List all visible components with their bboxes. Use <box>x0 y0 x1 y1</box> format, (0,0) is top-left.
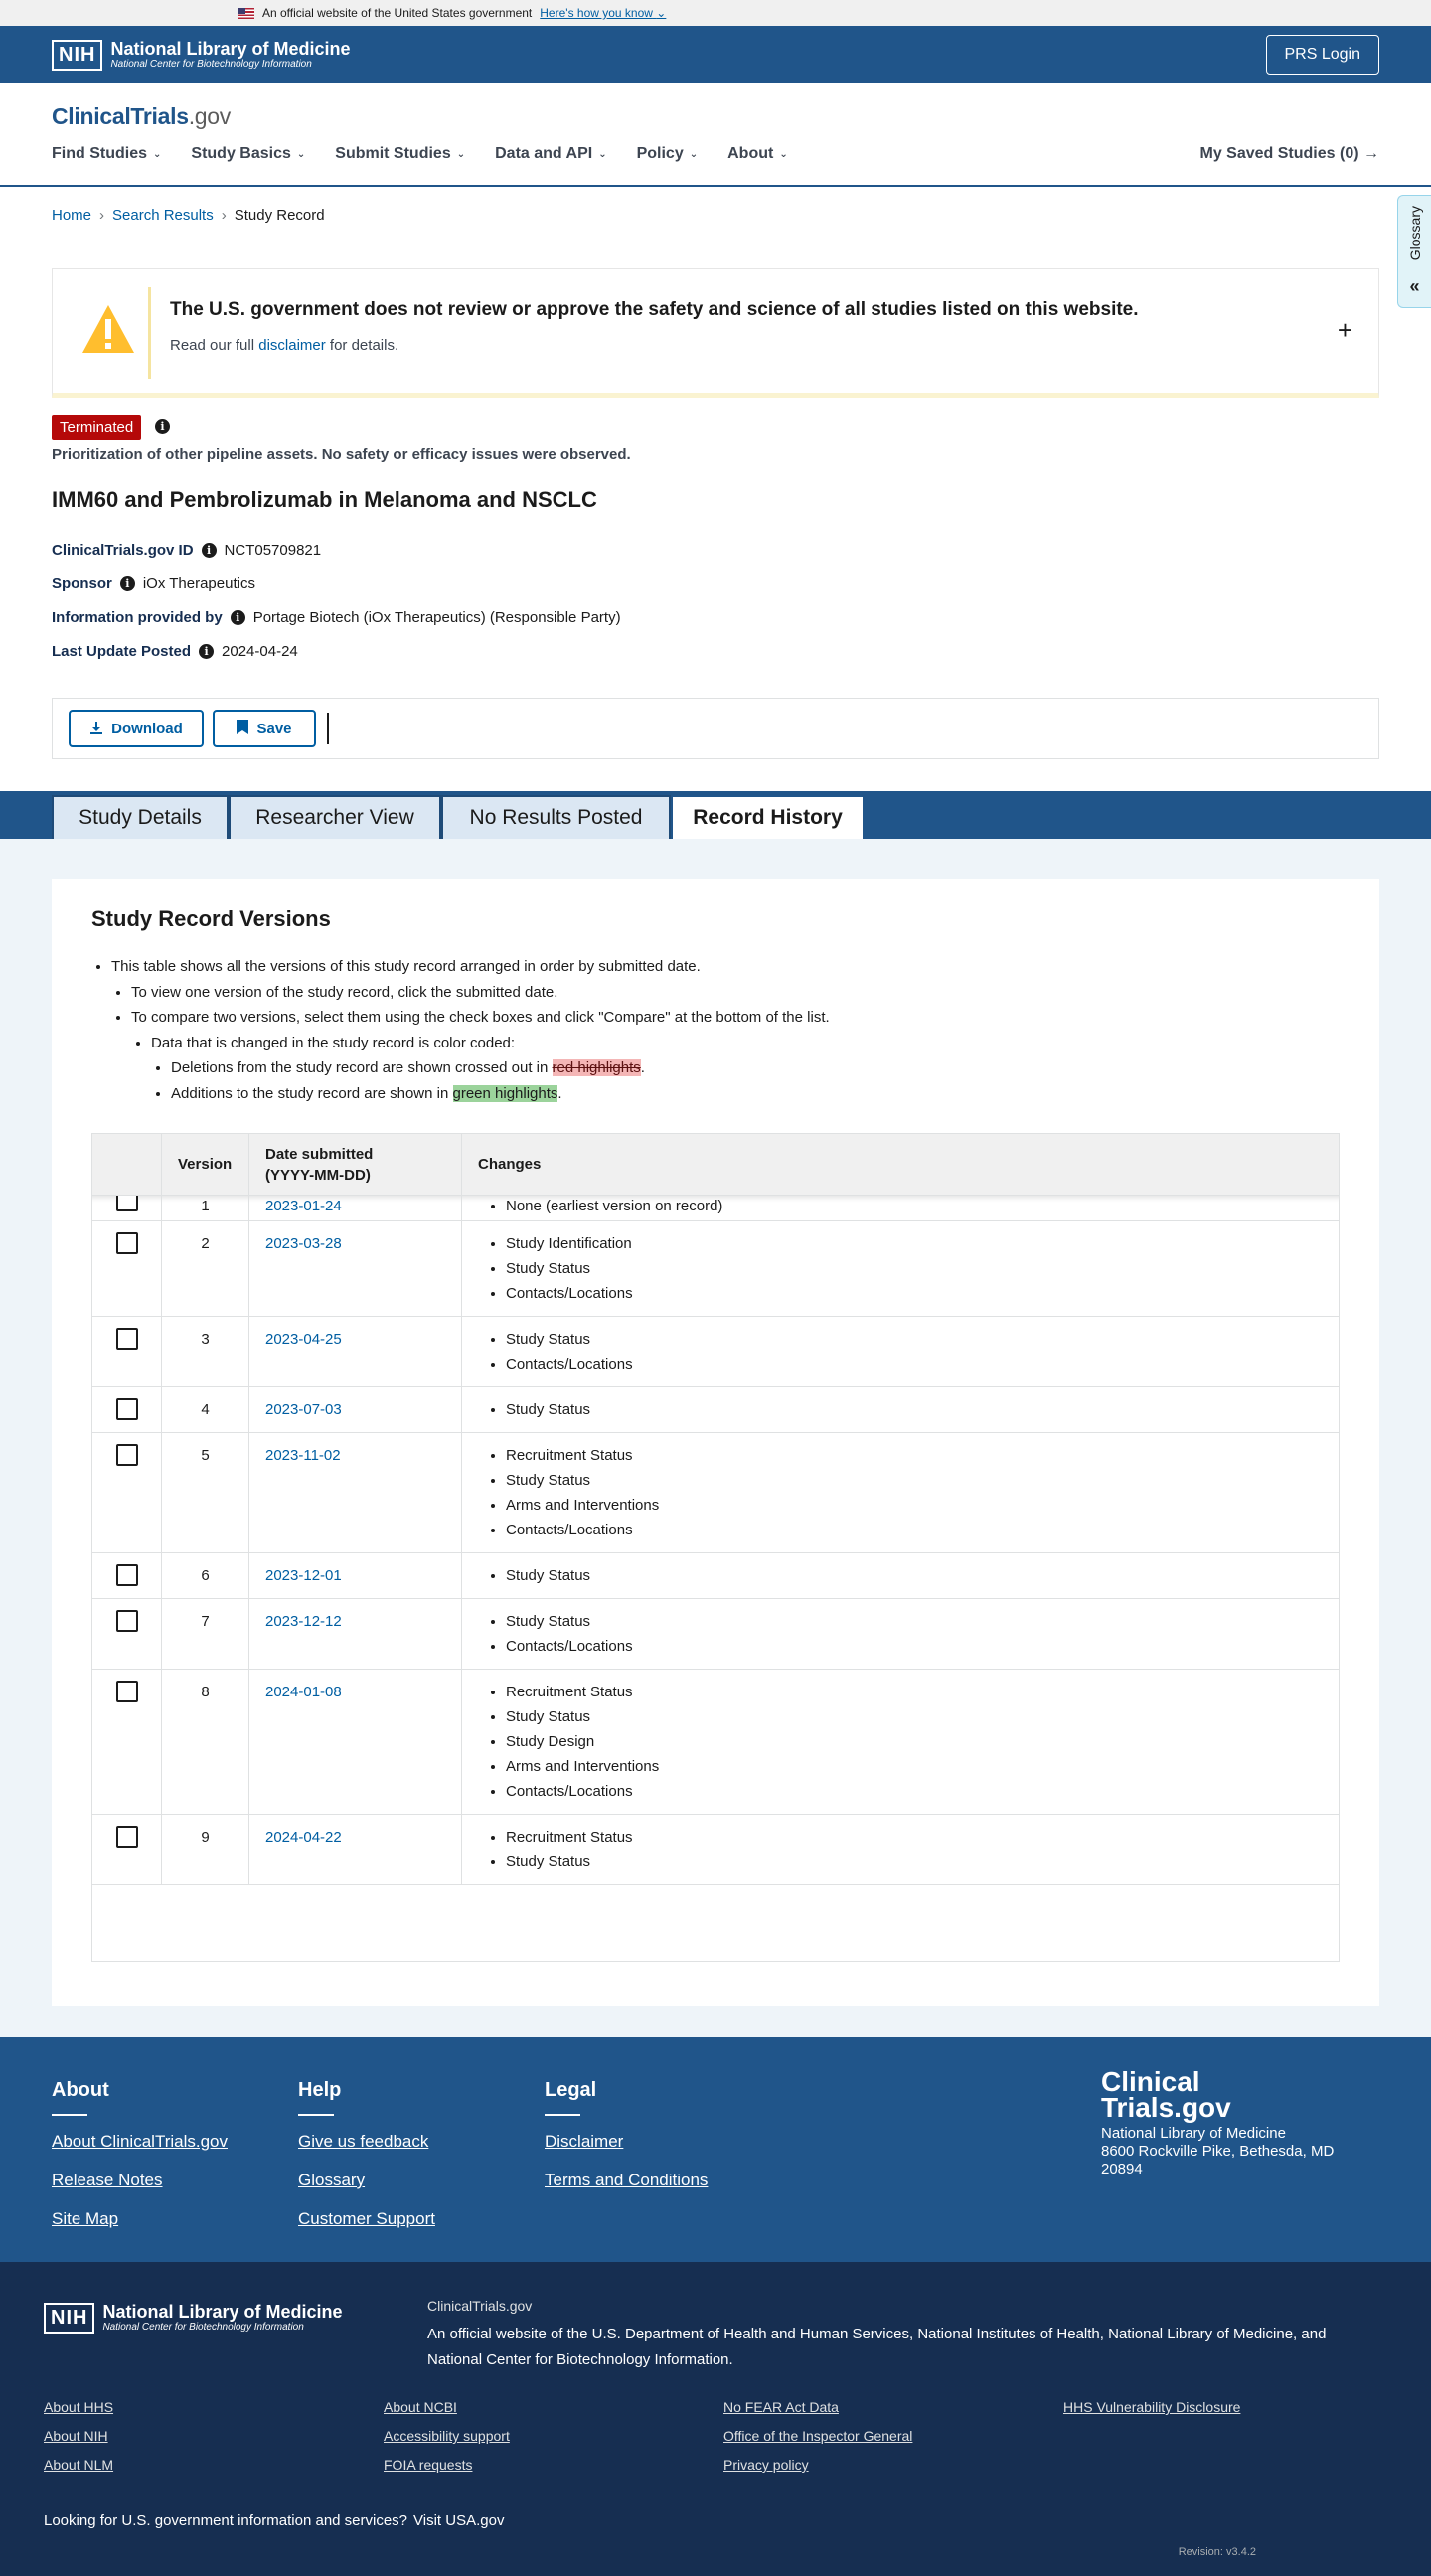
select-cell <box>92 1553 162 1598</box>
table-row <box>92 1815 1339 1885</box>
study-title: IMM60 and Pembrolizumab in Melanoma and NSCLC <box>52 487 597 512</box>
footer-link[interactable]: FOIA requests <box>384 2457 473 2473</box>
explain-bullet: • This table shows all the versions of this study record arranged in order by submitted date. <box>111 954 830 980</box>
changes-cell <box>462 1196 1339 1220</box>
column-changes: Changes <box>478 1156 542 1173</box>
save-button[interactable]: Save <box>213 710 316 747</box>
change-item: • Contacts/Locations <box>506 1281 1323 1306</box>
select-cell <box>92 1670 162 1814</box>
footer-link[interactable]: About NIH <box>44 2428 108 2444</box>
ncbi-name: National Center for Biotechnology Information <box>102 2322 304 2333</box>
action-divider <box>327 713 329 744</box>
breadcrumb-separator: › <box>99 207 105 224</box>
change-item: • None (earliest version on record) <box>506 1196 1323 1217</box>
glossary-label: Glossary <box>1406 206 1423 261</box>
footer-link[interactable]: HHS Vulnerability Disclosure <box>1063 2399 1241 2415</box>
footer-legal <box>545 2079 708 2209</box>
action-bar <box>52 698 1379 759</box>
tab-no-results-posted[interactable]: No Results Posted <box>441 795 671 839</box>
versions-heading: Study Record Versions <box>91 906 331 931</box>
version-checkbox[interactable] <box>116 1826 138 1848</box>
double-chevron-left-icon: « <box>1409 276 1420 296</box>
change-item: • Study Status <box>506 1850 1323 1874</box>
date-cell <box>249 1221 462 1316</box>
footer-ct-logo[interactable]: Clinical Trials.gov <box>1101 2066 1231 2123</box>
column-select <box>92 1134 162 1195</box>
meta-last-update <box>52 643 298 660</box>
nav-about[interactable]: About ⌄ <box>727 145 788 162</box>
disclaimer-link[interactable]: disclaimer <box>258 337 326 354</box>
nct-id-value: NCT05709821 <box>224 542 322 559</box>
version-date-link[interactable]: 2024-01-08 <box>265 1684 342 1700</box>
version-checkbox[interactable] <box>116 1328 138 1350</box>
change-item: • Contacts/Locations <box>506 1634 1323 1659</box>
change-item: • Study Status <box>506 1397 1323 1422</box>
footer-link[interactable]: Office of the Inspector General <box>723 2428 913 2444</box>
select-cell <box>92 1196 162 1220</box>
table-row <box>92 1196 1339 1221</box>
sponsor-value: iOx Therapeutics <box>142 575 255 592</box>
date-cell <box>249 1387 462 1432</box>
table-row <box>92 1599 1339 1670</box>
footer-link[interactable]: No FEAR Act Data <box>723 2399 839 2415</box>
chevron-down-icon: ⌄ <box>153 148 162 160</box>
footer-site-name: ClinicalTrials.gov <box>427 2298 533 2314</box>
chevron-down-icon: ⌄ <box>296 148 306 160</box>
versions-explanation <box>91 954 830 1106</box>
meta-nct-id <box>52 542 321 559</box>
version-checkbox[interactable] <box>116 1444 138 1466</box>
version-date-link[interactable]: 2023-03-28 <box>265 1235 342 1252</box>
footer-link[interactable]: About NCBI <box>384 2399 457 2415</box>
version-checkbox[interactable] <box>116 1681 138 1702</box>
table-row <box>92 1553 1339 1599</box>
provided-by-value: Portage Biotech (iOx Therapeutics) (Responsible Party) <box>252 609 621 626</box>
footer-links-col4 <box>1063 2399 1240 2428</box>
changes-cell <box>462 1221 1339 1316</box>
version-date-link[interactable]: 2023-12-01 <box>265 1567 342 1584</box>
disclaimer-text: Read our full disclaimer for details. <box>170 337 399 354</box>
disclaimer-alert <box>52 268 1379 398</box>
footer-link-feedback[interactable]: Give us feedback <box>298 2132 429 2151</box>
disclaimer-title: The U.S. government does not review or approve the safety and science of all studies listed on this website. <box>170 299 1139 320</box>
nlm-header <box>0 26 1431 83</box>
study-tabs <box>0 791 1431 839</box>
nih-badge: NIH <box>52 40 102 71</box>
warning-icon <box>80 303 136 355</box>
date-cell <box>249 1599 462 1669</box>
version-date-link[interactable]: 2023-01-24 <box>265 1198 342 1214</box>
versions-table-header <box>92 1134 1339 1196</box>
change-item: • Study Status <box>506 1704 1323 1729</box>
table-row <box>92 1387 1339 1433</box>
version-date-link[interactable]: 2023-12-12 <box>265 1613 342 1630</box>
sponsor-label: Sponsor <box>52 575 112 592</box>
changes-cell <box>462 1670 1339 1814</box>
table-footer-space <box>92 1885 1339 1961</box>
explain-bullet: • To compare two versions, select them using the check boxes and click "Compare" at the bottom of the list. <box>131 1005 830 1031</box>
version-date-link[interactable]: 2023-07-03 <box>265 1401 342 1418</box>
change-item: • Study Status <box>506 1563 1323 1588</box>
footer-link-disclaimer[interactable]: Disclaimer <box>545 2132 624 2151</box>
disclaimer-divider <box>148 287 151 379</box>
last-update-label: Last Update Posted <box>52 643 192 660</box>
breadcrumb <box>52 207 325 224</box>
footer-links-col1 <box>44 2399 113 2486</box>
change-item: • Study Status <box>506 1256 1323 1281</box>
footer-link[interactable]: About NLM <box>44 2457 114 2473</box>
download-button[interactable]: Download <box>69 710 204 747</box>
select-cell <box>92 1433 162 1552</box>
table-row <box>92 1433 1339 1553</box>
select-cell <box>92 1387 162 1432</box>
changes-cell <box>462 1815 1339 1884</box>
version-date-link[interactable]: 2024-04-22 <box>265 1829 342 1846</box>
version-checkbox[interactable] <box>116 1564 138 1586</box>
footer-link[interactable]: Accessibility support <box>384 2428 510 2444</box>
nav-submit-studies[interactable]: Submit Studies ⌄ <box>335 145 466 162</box>
footer-official-statement: An official website of the U.S. Department of Health and Human Services, National Institutes of Health, National Library of Medicine, and National Center for Biotechnology Information. <box>427 2326 1327 2368</box>
changes-cell <box>462 1433 1339 1552</box>
tab-study-details[interactable]: Study Details <box>52 795 229 839</box>
breadcrumb-search-results[interactable]: Search Results <box>112 207 214 224</box>
us-flag-icon <box>238 8 254 19</box>
tab-record-history[interactable]: Record History <box>671 795 865 839</box>
version-number: 2 <box>162 1221 249 1316</box>
heres-how-you-know-link[interactable]: Here's how you know ⌄ <box>540 6 667 20</box>
ncbi-name: National Center for Biotechnology Information <box>110 59 312 70</box>
footer-about <box>52 2079 228 2248</box>
red-highlight-sample: red highlights <box>552 1059 641 1076</box>
date-cell <box>249 1670 462 1814</box>
footer-links-col2 <box>384 2399 510 2486</box>
change-item: • Recruitment Status <box>506 1825 1323 1850</box>
footer-link-release-notes[interactable]: Release Notes <box>52 2171 163 2189</box>
column-date: Date submitted (YYYY-MM-DD) <box>249 1134 462 1195</box>
change-item: • Arms and Interventions <box>506 1754 1323 1779</box>
chevron-down-icon: ⌄ <box>779 148 788 160</box>
footer-legal-heading: Legal <box>545 2079 597 2101</box>
arrow-right-icon: → <box>1363 145 1379 162</box>
bookmark-icon <box>237 720 248 737</box>
ncbi-link[interactable]: National Center for Biotechnology Information <box>427 2351 729 2368</box>
version-number: 3 <box>162 1317 249 1386</box>
breadcrumb-separator: › <box>221 207 227 224</box>
date-cell <box>249 1433 462 1552</box>
nav-data-api[interactable]: Data and API ⌄ <box>495 145 607 162</box>
nih-badge: NIH <box>44 2303 94 2334</box>
footer-underline <box>545 2114 580 2116</box>
version-number: 4 <box>162 1387 249 1432</box>
meta-provided-by <box>52 609 621 626</box>
meta-sponsor <box>52 575 255 592</box>
expand-plus-icon[interactable]: + <box>1337 315 1352 345</box>
explain-bullet: • Data that is changed in the study record is color coded: <box>151 1031 830 1056</box>
select-cell <box>92 1599 162 1669</box>
date-cell <box>249 1815 462 1884</box>
footer-about-heading: About <box>52 2079 109 2101</box>
explain-bullet-deletions: • Deletions from the study record are shown crossed out in red highlights. <box>171 1055 830 1081</box>
change-item: • Contacts/Locations <box>506 1518 1323 1542</box>
column-version: Version <box>162 1134 249 1195</box>
footer-address: National Library of Medicine 8600 Rockville Pike, Bethesda, MD 20894 <box>1101 2125 1335 2177</box>
change-item: • Arms and Interventions <box>506 1493 1323 1518</box>
gov-banner-text: An official website of the United States government <box>262 6 533 20</box>
date-cell <box>249 1317 462 1386</box>
footer-link-support[interactable]: Customer Support <box>298 2209 435 2228</box>
table-row <box>92 1317 1339 1387</box>
info-icon[interactable]: i <box>155 419 170 434</box>
footer-link[interactable]: Privacy policy <box>723 2457 809 2473</box>
version-date-link[interactable]: 2023-04-25 <box>265 1331 342 1348</box>
change-item: • Study Status <box>506 1609 1323 1634</box>
site-header <box>0 83 1431 187</box>
status-reason: Prioritization of other pipeline assets. No safety or efficacy issues were observed. <box>52 446 631 463</box>
version-number: 8 <box>162 1670 249 1814</box>
usa-gov-line: Looking for U.S. government information and services? Visit USA.gov <box>44 2512 505 2529</box>
last-update-value: 2024-04-24 <box>222 643 298 660</box>
footer-link-glossary[interactable]: Glossary <box>298 2171 366 2189</box>
chevron-down-icon: ⌄ <box>656 6 667 20</box>
table-row <box>92 1221 1339 1317</box>
provided-by-label: Information provided by <box>52 609 223 626</box>
change-item: • Study Status <box>506 1468 1323 1493</box>
version-number: 1 <box>162 1196 249 1220</box>
saved-studies-link[interactable]: My Saved Studies (0) → <box>1199 145 1379 162</box>
changes-cell <box>462 1599 1339 1669</box>
changes-cell <box>462 1553 1339 1598</box>
footer-links-col3 <box>723 2399 912 2486</box>
version-checkbox[interactable] <box>116 1232 138 1254</box>
info-icon[interactable]: i <box>120 576 135 591</box>
nlm-footer <box>0 2262 1431 2576</box>
nlm-link[interactable]: National Library of Medicine <box>1108 2326 1294 2342</box>
chevron-down-icon: ⌄ <box>689 148 699 160</box>
footer-help-heading: Help <box>298 2079 342 2101</box>
version-checkbox[interactable] <box>116 1196 138 1211</box>
select-cell <box>92 1317 162 1386</box>
change-item: • Contacts/Locations <box>506 1352 1323 1376</box>
revision-text: Revision: v3.4.2 <box>1178 2546 1256 2558</box>
glossary-tab[interactable] <box>1397 195 1431 308</box>
versions-card <box>52 879 1379 2006</box>
footer-link[interactable]: About HHS <box>44 2399 114 2415</box>
footer-nih-logo[interactable] <box>44 2302 343 2334</box>
changes-cell <box>462 1317 1339 1386</box>
change-item: • Contacts/Locations <box>506 1779 1323 1804</box>
nav-find-studies[interactable]: Find Studies ⌄ <box>52 145 162 162</box>
nih-link[interactable]: National Institutes of Health <box>917 2326 1100 2342</box>
nav-study-basics[interactable]: Study Basics ⌄ <box>191 145 306 162</box>
info-icon[interactable]: i <box>202 543 217 558</box>
version-number: 5 <box>162 1433 249 1552</box>
green-highlight-sample: green highlights <box>452 1084 558 1102</box>
explain-bullet: • To view one version of the study record, click the submitted date. <box>131 980 830 1006</box>
changes-cell <box>462 1387 1339 1432</box>
version-number: 9 <box>162 1815 249 1884</box>
breadcrumb-current: Study Record <box>234 207 325 224</box>
version-number: 6 <box>162 1553 249 1598</box>
hhs-link[interactable]: U.S. Department of Health and Human Services <box>591 2326 909 2342</box>
change-item: • Study Status <box>506 1327 1323 1352</box>
versions-table <box>91 1133 1340 1962</box>
change-item: • Study Identification <box>506 1231 1323 1256</box>
change-item: • Study Design <box>506 1729 1323 1754</box>
prs-login-button[interactable]: PRS Login <box>1266 35 1380 75</box>
footer-help <box>298 2079 435 2248</box>
nlm-name: National Library of Medicine <box>102 2302 343 2322</box>
version-checkbox[interactable] <box>116 1398 138 1420</box>
nav-policy[interactable]: Policy ⌄ <box>636 145 699 162</box>
table-row <box>92 1670 1339 1815</box>
nct-id-label: ClinicalTrials.gov ID <box>52 542 194 559</box>
select-cell <box>92 1221 162 1316</box>
version-checkbox[interactable] <box>116 1610 138 1632</box>
explain-bullet-additions: • Additions to the study record are shown in green highlights. <box>171 1081 830 1107</box>
site-logo[interactable]: ClinicalTrials.gov <box>52 103 231 129</box>
footer-link-terms[interactable]: Terms and Conditions <box>545 2171 709 2189</box>
status-badge: Terminated <box>52 415 141 440</box>
change-item: • Recruitment Status <box>506 1680 1323 1704</box>
download-icon <box>89 721 103 737</box>
version-number: 7 <box>162 1599 249 1669</box>
site-footer <box>0 2037 1431 2262</box>
info-icon[interactable]: i <box>199 644 214 659</box>
nih-logo[interactable] <box>52 39 351 71</box>
nlm-name: National Library of Medicine <box>110 39 351 59</box>
tab-researcher-view[interactable]: Researcher View <box>229 795 441 839</box>
select-cell <box>92 1815 162 1884</box>
footer-underline <box>298 2114 334 2116</box>
main-nav <box>52 145 788 163</box>
versions-table-body <box>92 1196 1339 1885</box>
footer-link-site-map[interactable]: Site Map <box>52 2209 119 2228</box>
version-date-link[interactable]: 2023-11-02 <box>265 1447 341 1464</box>
chevron-down-icon: ⌄ <box>456 148 466 160</box>
info-icon[interactable]: i <box>231 610 245 625</box>
date-cell <box>249 1196 462 1220</box>
usa-gov-link[interactable]: Visit USA.gov <box>413 2512 505 2529</box>
chevron-down-icon: ⌄ <box>598 148 607 160</box>
change-item: • Recruitment Status <box>506 1443 1323 1468</box>
gov-banner <box>0 0 1431 26</box>
date-cell <box>249 1553 462 1598</box>
breadcrumb-home[interactable]: Home <box>52 207 92 224</box>
footer-link-about-ct[interactable]: About ClinicalTrials.gov <box>52 2132 228 2151</box>
footer-underline <box>52 2114 87 2116</box>
